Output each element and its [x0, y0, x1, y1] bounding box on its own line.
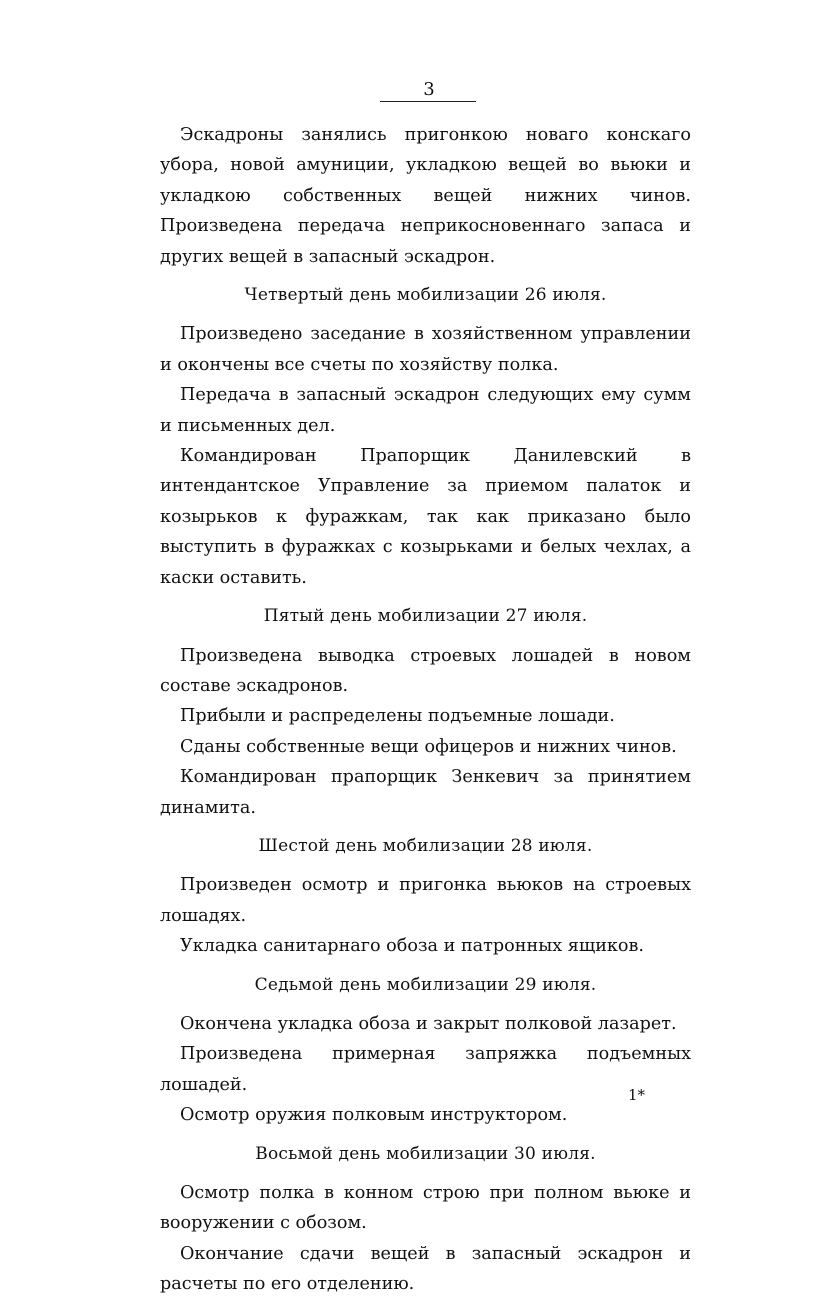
- paragraph: Произведен осмотр и пригонка вьюков на строевых лошадях.: [160, 875, 691, 926]
- signature-mark: 1*: [628, 1086, 646, 1104]
- section-heading: Шестой день мобилизации 28 июля.: [258, 835, 593, 856]
- paragraph: Прибыли и распределены подъемные лошади.: [180, 706, 615, 727]
- paragraph: Произведена выводка строевых лошадей в новом составе эскадронов.: [160, 645, 691, 696]
- header-rule: [380, 101, 476, 102]
- paragraph: Произведена примерная запряжка подъемных лошадей.: [160, 1044, 691, 1095]
- section-day-5: [160, 601, 691, 823]
- paragraph: Укладка санитарнаго обоза и патронных ящиков.: [180, 936, 645, 957]
- page-number: 3: [423, 79, 435, 100]
- paragraph: Командирован прапорщик Зенкевич за принятием динамита.: [160, 767, 691, 818]
- paragraph: Сданы собственные вещи офицеров и нижних чинов.: [180, 736, 677, 757]
- paragraph: Осмотр полка в конном строю при полном вьюке и вооружении с обозом.: [160, 1183, 691, 1234]
- section-day-7: [160, 970, 691, 1131]
- section-day-6: [160, 831, 691, 962]
- section-heading: Седьмой день мобилизации 29 июля.: [254, 974, 597, 995]
- paragraph: Эскадроны занялись пригонкою новаго конскаго убора, новой амуниции, укладкою вещей во вьюки и укладкою собственных вещей нижних чинов. Произведена передача неприкосновеннаго запаса и других вещей в запасный эскадрон.: [160, 125, 691, 267]
- section-day-8: [160, 1139, 691, 1300]
- paragraph: Окончена укладка обоза и закрыт полковой лазарет.: [180, 1013, 677, 1034]
- paragraph: Командирован Прапорщик Данилевский в интендантское Управление за приемом палаток и козырьков к фуражкам, так как приказано было выступить в фуражках с козырьками и белых чехлах, а каски оставить.: [160, 446, 691, 588]
- section-heading: Пятый день мобилизации 27 июля.: [263, 606, 588, 627]
- section-day-4: [160, 280, 691, 593]
- section-heading: Восьмой день мобилизации 30 июля.: [255, 1143, 596, 1164]
- paragraph: Передача в запасный эскадрон следующих ему сумм и письменных дел.: [160, 385, 691, 436]
- paragraph: Произведено заседание в хозяйственном управлении и окончены все счеты по хозяйству полка.: [160, 324, 691, 375]
- section-heading: Четвертый день мобилизации 26 июля.: [244, 285, 607, 306]
- paragraph: Окончание сдачи вещей в запасный эскадрон и расчеты по его отделению.: [160, 1243, 691, 1295]
- paragraph: Осмотр оружия полковым инструктором.: [180, 1105, 568, 1126]
- section-intro: [160, 120, 691, 272]
- text-body: [160, 120, 691, 1300]
